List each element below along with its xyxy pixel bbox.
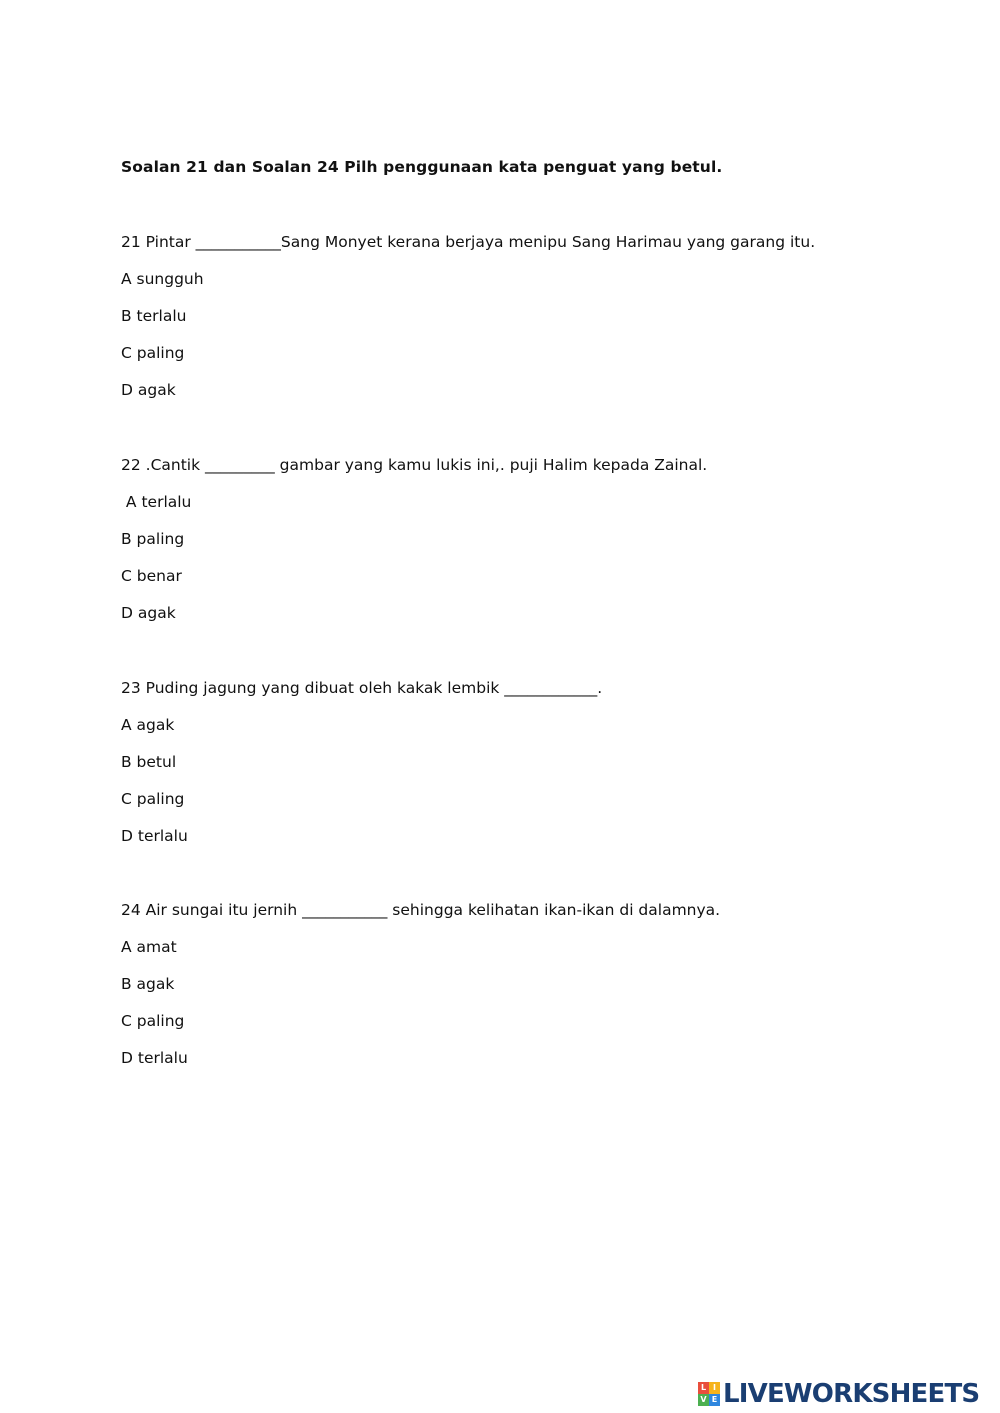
option-b[interactable]: B betul xyxy=(121,753,177,771)
liveworksheets-logo xyxy=(698,1378,979,1410)
option-b[interactable]: B agak xyxy=(121,975,175,993)
question-text: 22 .Cantik _________ gambar yang kamu lukis ini,. puji Halim kepada Zainal. xyxy=(121,456,708,474)
instruction-heading: Soalan 21 dan Soalan 24 Pilh penggunaan kata penguat yang betul. xyxy=(121,158,723,176)
question-24 xyxy=(121,899,941,1084)
option-b[interactable]: B paling xyxy=(121,530,185,548)
question-21 xyxy=(121,231,941,416)
option-a[interactable]: A agak xyxy=(121,716,175,734)
option-c[interactable]: C paling xyxy=(121,790,185,808)
question-text: 23 Puding jagung yang dibuat oleh kakak lembik ____________. xyxy=(121,679,603,697)
question-23 xyxy=(121,677,941,862)
option-c[interactable]: C benar xyxy=(121,567,182,585)
logo-mark-icon xyxy=(698,1382,720,1406)
logo-mark-letter: E xyxy=(709,1394,720,1406)
option-a[interactable]: A amat xyxy=(121,938,177,956)
option-b[interactable]: B terlalu xyxy=(121,307,187,325)
option-a[interactable]: A terlalu xyxy=(121,493,192,511)
logo-mark-letter: V xyxy=(698,1394,709,1406)
option-d[interactable]: D agak xyxy=(121,381,176,399)
logo-mark-letter: L xyxy=(698,1382,709,1394)
question-22 xyxy=(121,454,941,639)
option-c[interactable]: C paling xyxy=(121,1012,185,1030)
question-text: 21 Pintar ___________Sang Monyet kerana berjaya menipu Sang Harimau yang garang itu. xyxy=(121,233,816,251)
logo-mark-letter: I xyxy=(709,1382,720,1394)
option-d[interactable]: D terlalu xyxy=(121,1049,188,1067)
option-d[interactable]: D terlalu xyxy=(121,827,188,845)
question-text: 24 Air sungai itu jernih ___________ sehingga kelihatan ikan-ikan di dalamnya. xyxy=(121,901,721,919)
logo-text: LIVEWORKSHEETS xyxy=(723,1379,980,1409)
option-d[interactable]: D agak xyxy=(121,604,176,622)
option-c[interactable]: C paling xyxy=(121,344,185,362)
option-a[interactable]: A sungguh xyxy=(121,270,204,288)
